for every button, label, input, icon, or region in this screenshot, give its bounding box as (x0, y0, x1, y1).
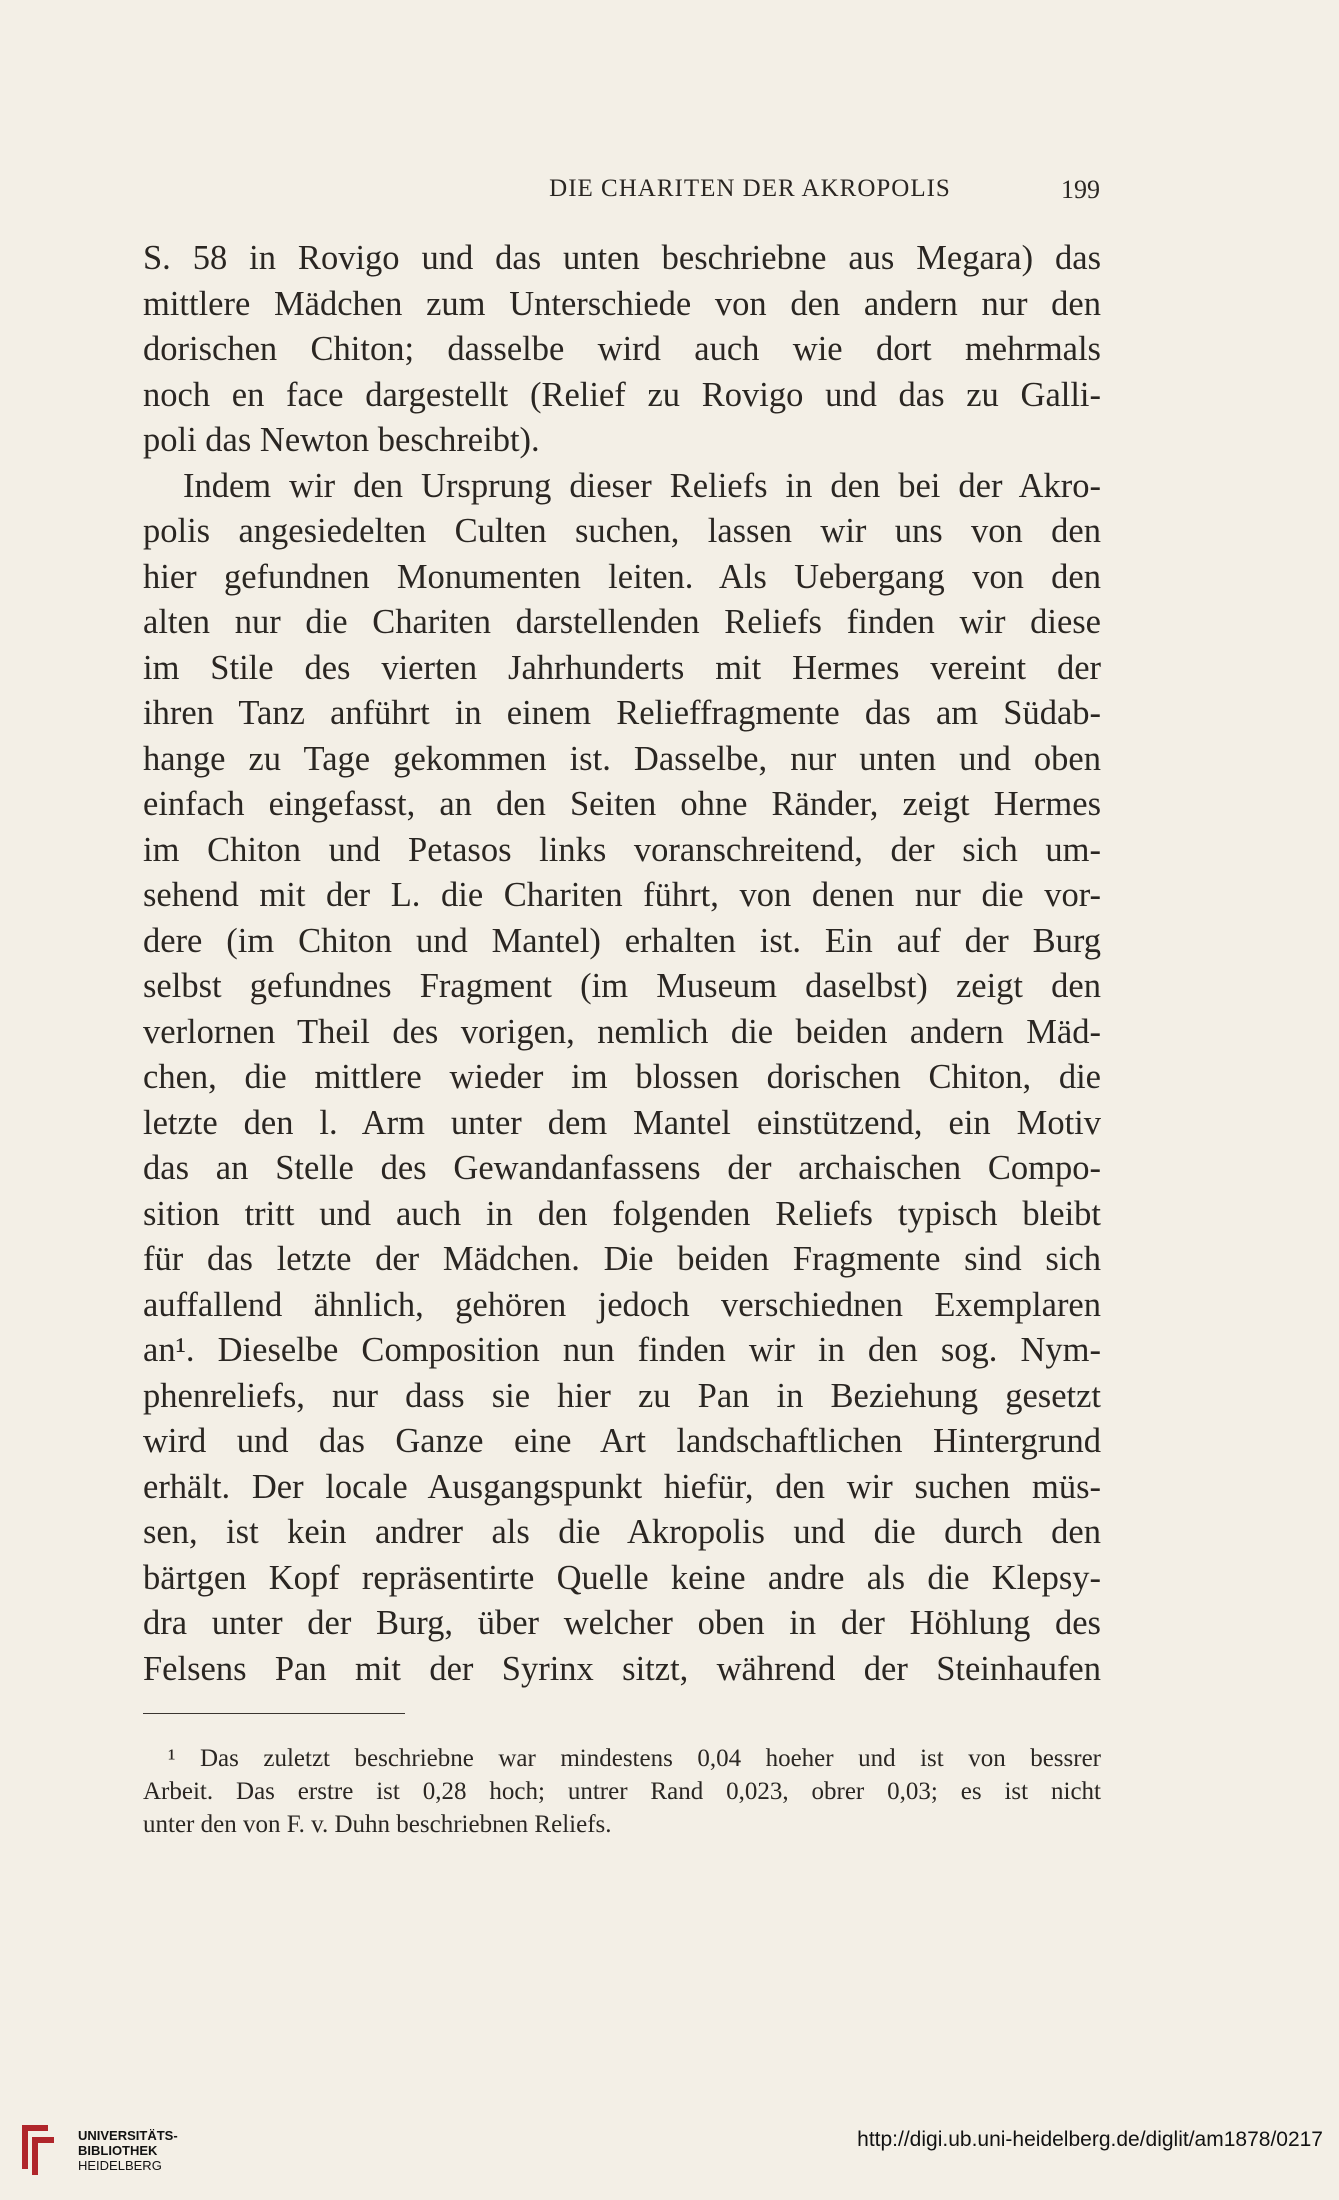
body-line: sen, ist kein andrer als die Akropolis und die durch den (143, 1513, 1101, 1551)
library-logo-icon (18, 2117, 58, 2177)
body-line: Indem wir den Ursprung dieser Reliefs in den bei der Akro- (183, 466, 1101, 505)
body-line: hier gefundnen Monumenten leiten. Als Uebergang von den (143, 557, 1101, 596)
body-line: poli das Newton beschreibt). (143, 421, 540, 459)
body-line: noch en face dargestellt (Relief zu Rovigo und das zu Galli- (143, 375, 1101, 414)
body-line: sition tritt und auch in den folgenden Reliefs typisch bleibt (143, 1194, 1101, 1233)
footnote-line: unter den von F. v. Duhn beschriebnen Reliefs. (143, 1811, 612, 1838)
library-name-line: HEIDELBERG (78, 2158, 162, 2173)
body-line: auffallend ähnlich, gehören jedoch verschiednen Exemplaren (143, 1285, 1101, 1324)
body-line: chen, die mittlere wieder im blossen dorischen Chiton, die (143, 1058, 1101, 1096)
footnote-line: ¹ Das zuletzt beschriebne war mindestens 0,04 hoeher und ist von bessrer (168, 1745, 1101, 1772)
body-line: das an Stelle des Gewandanfassens der archaischen Compo- (143, 1149, 1101, 1187)
body-line: im Chiton und Petasos links voranschreitend, der sich um- (143, 830, 1101, 869)
body-line: ihren Tanz anführt in einem Relieffragmente das am Südab- (143, 694, 1101, 732)
body-line: wird und das Ganze eine Art landschaftlichen Hintergrund (143, 1422, 1101, 1460)
library-name-line: BIBLIOTHEK (78, 2143, 158, 2158)
footnotes (143, 1742, 1101, 1841)
source-url-link[interactable]: http://digi.ub.uni-heidelberg.de/diglit/am1878/0217 (857, 2128, 1323, 2151)
body-line: letzte den l. Arm unter dem Mantel einstützend, ein Motiv (143, 1103, 1101, 1142)
body-line: verlornen Theil des vorigen, nemlich die beiden andern Mäd- (143, 1012, 1101, 1051)
body-line: sehend mit der L. die Chariten führt, von denen nur die vor- (143, 876, 1101, 914)
body-line: an¹. Dieselbe Composition nun finden wir in den sog. Nym- (143, 1331, 1101, 1369)
body-line: erhält. Der locale Ausgangspunkt hiefür, den wir suchen müs- (143, 1467, 1101, 1506)
body-line: S. 58 in Rovigo und das unten beschriebne aus Megara) das (143, 239, 1101, 277)
library-name (78, 2128, 178, 2173)
body-line: dra unter der Burg, über welcher oben in der Höhlung des (143, 1604, 1101, 1642)
body-line: dorischen Chiton; dasselbe wird auch wie dort mehrmals (143, 330, 1101, 368)
footnote-line: Arbeit. Das erstre ist 0,28 hoch; untrer Rand 0,023, obrer 0,03; es ist nicht (143, 1778, 1101, 1805)
library-name-line: UNIVERSITÄTS- (78, 2128, 178, 2143)
body-line: im Stile des vierten Jahrhunderts mit Hermes vereint der (143, 648, 1101, 687)
footnote-divider (143, 1713, 405, 1714)
body-line: bärtgen Kopf repräsentirte Quelle keine andre als die Klepsy- (143, 1558, 1101, 1597)
body-line: phenreliefs, nur dass sie hier zu Pan in Beziehung gesetzt (143, 1376, 1101, 1415)
body-line: polis angesiedelten Culten suchen, lassen wir uns von den (143, 512, 1101, 550)
body-line: Felsens Pan mit der Syrinx sitzt, während der Steinhaufen (143, 1649, 1101, 1688)
body-text (143, 236, 1101, 1692)
body-line: alten nur die Chariten darstellenden Reliefs finden wir diese (143, 603, 1101, 641)
body-line: einfach eingefasst, an den Seiten ohne Ränder, zeigt Hermes (143, 785, 1101, 823)
body-line: mittlere Mädchen zum Unterschiede von den andern nur den (143, 284, 1101, 323)
body-line: selbst gefundnes Fragment (im Museum daselbst) zeigt den (143, 967, 1101, 1005)
running-header: DIE CHARITEN DER AKROPOLIS (549, 175, 951, 202)
body-line: hange zu Tage gekommen ist. Dasselbe, nur unten und oben (143, 739, 1101, 778)
page-number: 199 (1061, 175, 1100, 204)
body-line: für das letzte der Mädchen. Die beiden Fragmente sind sich (143, 1240, 1101, 1278)
body-line: dere (im Chiton und Mantel) erhalten ist. Ein auf der Burg (143, 921, 1101, 960)
